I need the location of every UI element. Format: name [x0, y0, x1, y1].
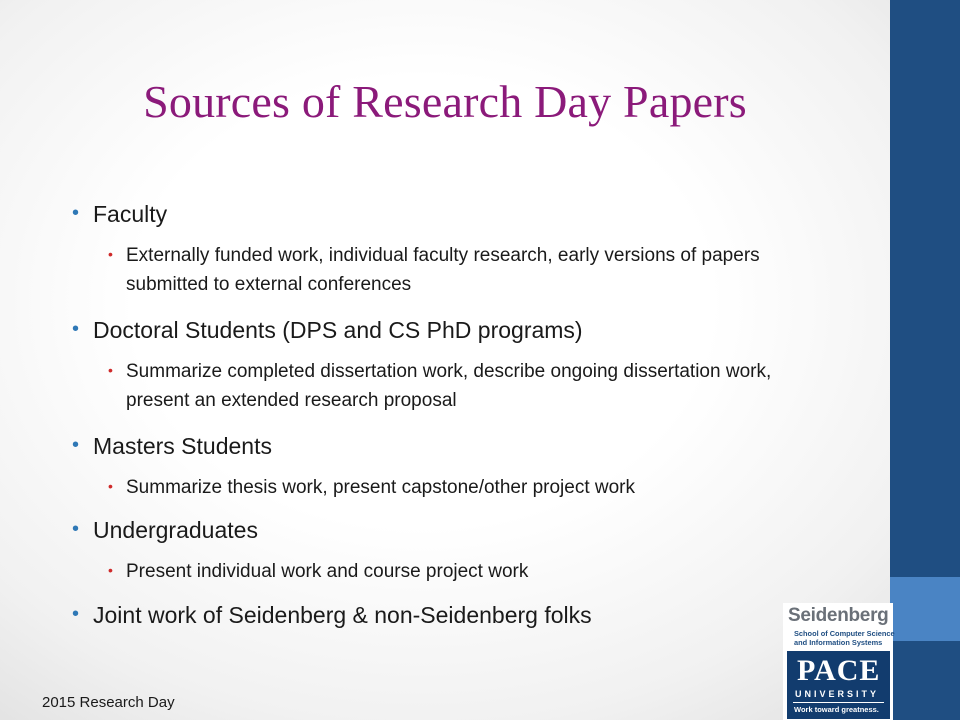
seidenberg-logo-name: Seidenberg — [788, 605, 889, 626]
seidenberg-logo-line-2: and Information Systems — [794, 638, 883, 647]
bullet-undergraduates: • Undergraduates — [93, 515, 863, 545]
bullet-doctoral-students: • Doctoral Students (DPS and CS PhD programs) — [93, 315, 863, 345]
sub-bullet-faculty: • Externally funded work, individual faculty research, early versions of papers submitted to external conferences — [126, 241, 806, 299]
sub-bullet-undergraduates: • Present individual work and course project work — [126, 557, 806, 586]
right-sidebar-accent — [890, 577, 960, 641]
pace-logo-tagline: Work toward greatness. — [794, 705, 879, 714]
bullet-faculty: • Faculty — [93, 199, 863, 229]
bullet-masters-students: • Masters Students — [93, 431, 863, 461]
slide-title: Sources of Research Day Papers — [143, 76, 747, 127]
bullet-joint-work: • Joint work of Seidenberg & non-Seidenberg folks — [93, 600, 863, 630]
seidenberg-logo-line-1: School of Computer Science — [794, 629, 895, 638]
sub-bullet-doctoral-students: • Summarize completed dissertation work, describe ongoing dissertation work, present an extended research proposal — [126, 357, 806, 415]
sub-bullet-masters-students: • Summarize thesis work, present capstone/other project work — [126, 473, 806, 502]
pace-logo-university: UNIVERSITY — [795, 689, 880, 699]
logo-block — [783, 603, 893, 720]
pace-logo-name: PACE — [797, 654, 881, 687]
pace-university-logo — [787, 651, 890, 719]
pace-logo-divider — [793, 702, 884, 703]
footer-text: 2015 Research Day — [42, 694, 175, 711]
